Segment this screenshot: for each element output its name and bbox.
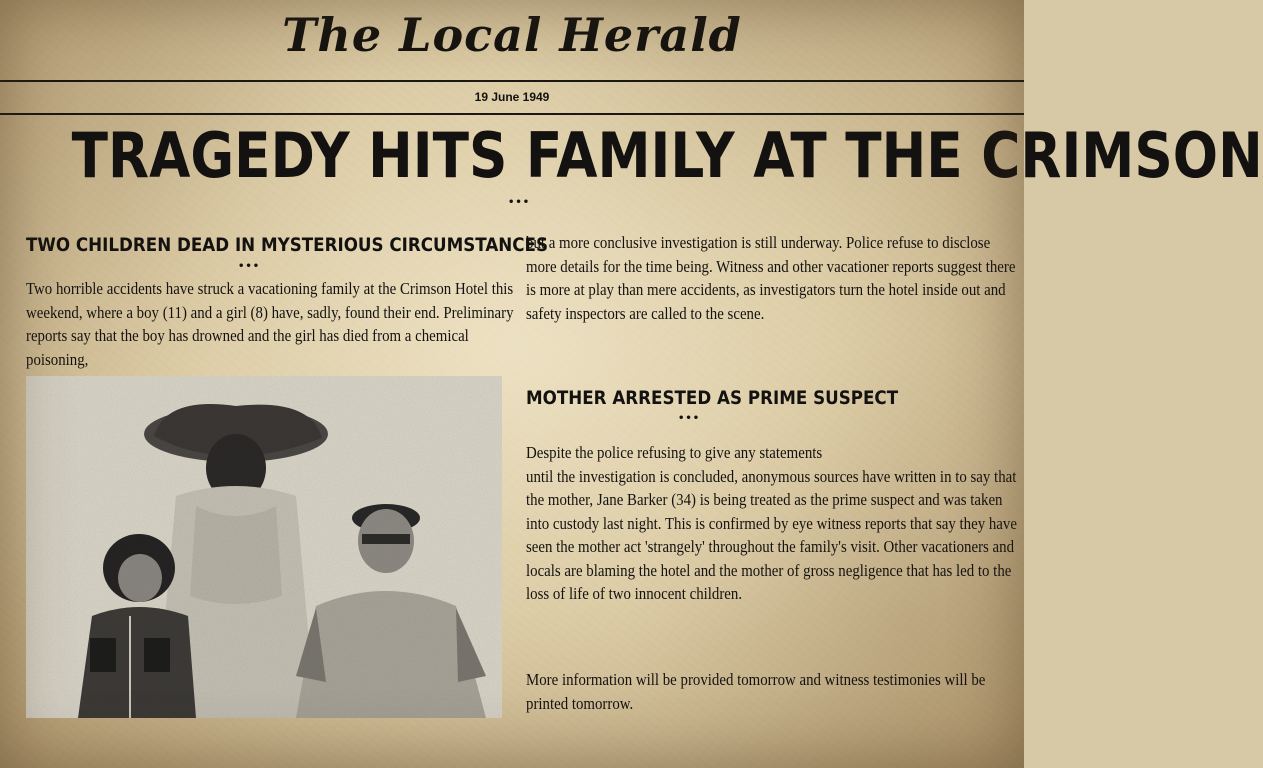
article2-subhead: MOTHER ARRESTED AS PRIME SUSPECT xyxy=(526,387,899,409)
main-headline: TRAGEDY HITS FAMILY AT THE CRIMSON xyxy=(71,119,1263,192)
article1-separator: ••• xyxy=(238,261,261,272)
article1-subhead: TWO CHILDREN DEAD IN MYSTERIOUS CIRCUMSTANCES xyxy=(26,234,549,256)
masthead-rule-bottom xyxy=(0,113,1024,115)
masthead: The Local Herald xyxy=(282,8,742,62)
family-photo-illustration xyxy=(26,376,502,718)
article2-paragraph-1-rest: until the investigation is concluded, anonymous sources have written in to say that the mother, Jane Barker (34) is being treated as the prime suspect and was taken into custody last night. This is confirmed by eye witness reports that say they have seen the mother act 'strangely' throughout the family's visit. Other vacationers and locals are blaming the hotel and the mother of gross negligence that has led to the loss of life of two innocent children. xyxy=(526,466,1017,603)
masthead-rule-top xyxy=(0,80,1024,82)
article2-paragraph-1-line1: Despite the police refusing to give any statements xyxy=(526,443,823,462)
dateline: 19 June 1949 xyxy=(474,90,550,104)
article1-paragraph-1-continued: but a more conclusive investigation is still underway. Police refuse to disclose more details for the time being. Witness and other vacationer reports suggest there is more at play than mere accidents, as investigators turn the hotel inside out and safety inspectors are called to the scene. xyxy=(526,233,1016,323)
article2-paragraph-1 xyxy=(526,441,1020,606)
article1-paragraph-1: Two horrible accidents have struck a vacationing family at the Crimson Hotel this weekend, where a boy (11) and a girl (8) have, sadly, found their end. Preliminary reports say that the boy has drowned and the girl has died from a chemical poisoning, xyxy=(26,279,514,369)
article2-separator: ••• xyxy=(678,413,701,424)
article2-paragraph-2: More information will be provided tomorrow and witness testimonies will be printed tomorrow. xyxy=(526,670,986,713)
headline-separator: ••• xyxy=(508,197,531,208)
family-photo xyxy=(26,376,502,718)
